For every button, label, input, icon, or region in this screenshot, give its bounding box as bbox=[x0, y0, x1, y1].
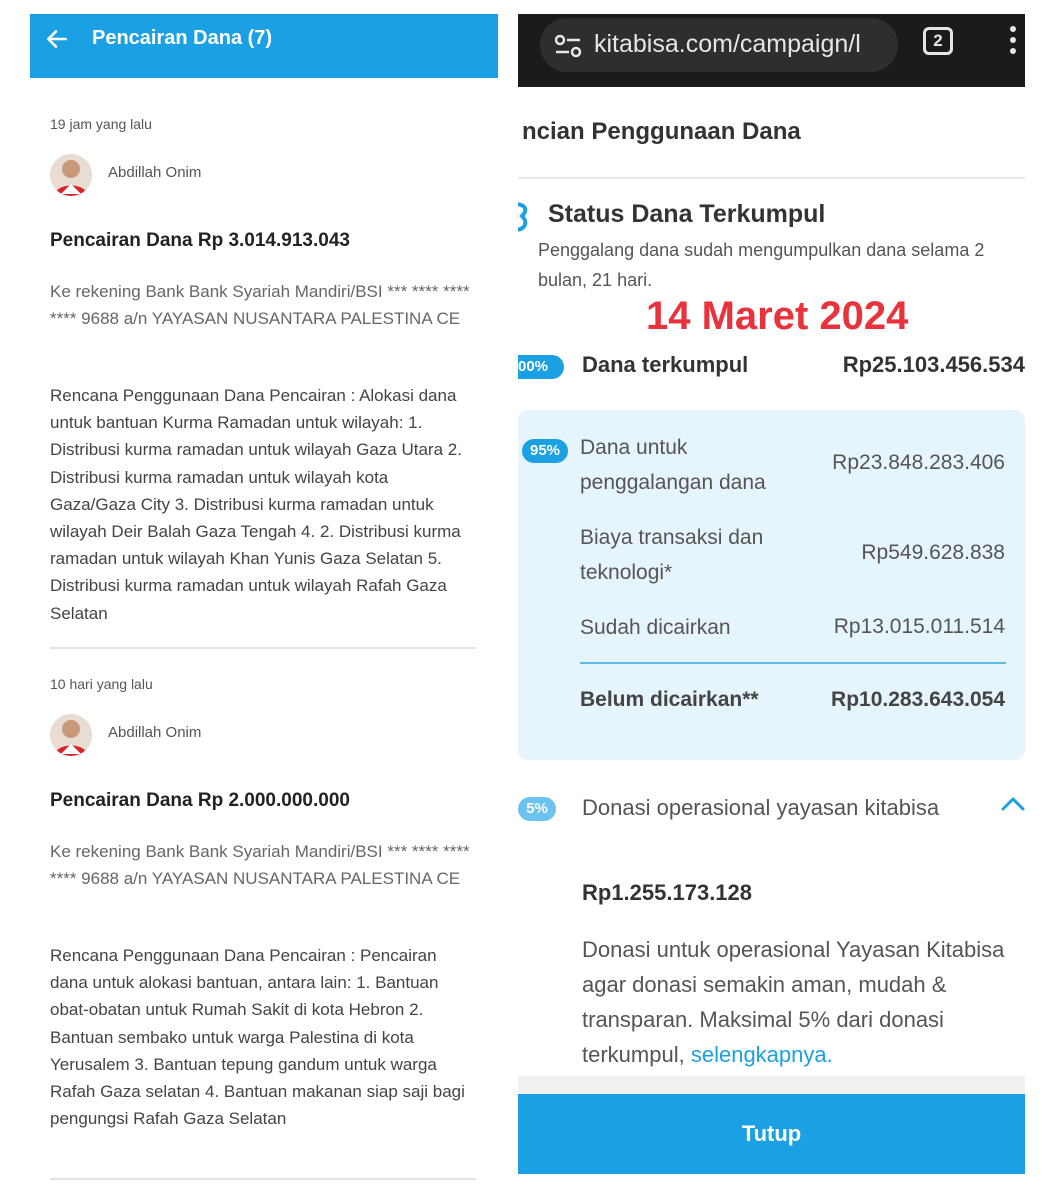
avatar[interactable] bbox=[50, 714, 92, 756]
avatar-image-icon bbox=[50, 154, 92, 196]
page-title: Pencairan Dana (7) bbox=[92, 27, 273, 49]
breakdown-panel bbox=[518, 410, 1025, 760]
sheet-title: ncian Penggunaan Dana bbox=[522, 118, 801, 145]
bank-account-text: Ke rekening Bank Bank Syariah Mandiri/BSI *** **** **** **** 9688 a/n YAYASAN NUSANTARA PALESTINA CE bbox=[50, 842, 470, 888]
operational-description-text: Donasi untuk operasional Yayasan Kitabisa agar donasi semakin aman, mudah & transparan. Maksimal 5% dari donasi terkumpul, bbox=[582, 937, 1005, 1067]
usage-plan-text: Rencana Penggunaan Dana Pencairan : Pencairan dana untuk alokasi bantuan, antara lain: 1. Bantuan obat-obatan untuk Rumah Sakit di kota Hebron 2. Bantuan sembako untuk warga Palestina di kota Yerusalem 3. Bantuan tepung gandum untuk warga Rafah Gaza selatan 4. Bantuan makanan siap saji bagi pengungsi Rafah Gaza Selatan bbox=[50, 946, 465, 1129]
fundraising-value: Rp23.848.283.406 bbox=[832, 451, 1005, 474]
divider bbox=[50, 1178, 476, 1180]
fund-usage-sheet bbox=[518, 14, 1025, 1200]
divider bbox=[518, 177, 1025, 179]
address-bar[interactable] bbox=[540, 18, 898, 72]
fundraising-label: Dana untuk penggalangan dana bbox=[580, 436, 766, 494]
tab-count-button[interactable]: 2 bbox=[923, 27, 953, 55]
status-icon bbox=[518, 200, 530, 234]
operational-description bbox=[582, 932, 1022, 1072]
percent-badge: 5% bbox=[518, 797, 556, 821]
author-name[interactable]: Abdillah Onim bbox=[108, 724, 202, 741]
avatar[interactable] bbox=[50, 154, 92, 196]
disbursement-entry bbox=[50, 676, 476, 1176]
read-more-link[interactable]: selengkapnya. bbox=[690, 1042, 833, 1067]
remaining-label: Belum dicairkan** bbox=[580, 688, 759, 711]
divider bbox=[580, 662, 1006, 664]
browser-toolbar bbox=[518, 14, 1025, 87]
url-text[interactable]: kitabisa.com/campaign/l bbox=[594, 30, 861, 58]
disbursed-label: Sudah dicairkan bbox=[580, 616, 731, 639]
close-button[interactable]: Tutup bbox=[518, 1094, 1025, 1174]
entry-time: 19 jam yang lalu bbox=[50, 116, 152, 132]
disbursement-heading: Pencairan Dana Rp 3.014.913.043 bbox=[50, 230, 350, 251]
percent-badge: 95% bbox=[522, 439, 568, 463]
avatar-image-icon bbox=[50, 714, 92, 756]
more-menu-icon[interactable] bbox=[1008, 26, 1018, 56]
back-arrow-icon[interactable] bbox=[44, 26, 70, 52]
author-name[interactable]: Abdillah Onim bbox=[108, 164, 202, 181]
entry-time: 10 hari yang lalu bbox=[50, 676, 153, 692]
site-settings-icon[interactable] bbox=[554, 34, 582, 58]
disbursement-panel bbox=[30, 14, 498, 1200]
percent-badge: 00% bbox=[518, 355, 564, 379]
status-title: Status Dana Terkumpul bbox=[548, 200, 826, 228]
disbursed-value: Rp13.015.011.514 bbox=[833, 615, 1005, 638]
fee-label: Biaya transaksi dan teknologi* bbox=[580, 526, 764, 584]
total-label: Dana terkumpul bbox=[582, 352, 749, 377]
chevron-up-icon[interactable] bbox=[1000, 794, 1025, 812]
usage-plan-text: Rencana Penggunaan Dana Pencairan : Alokasi dana untuk bantuan Kurma Ramadan untuk wilayah: 1. Distribusi kurma ramadan untuk wilayah Gaza Utara 2. Distribusi kurma ramadan untuk wilayah kota Gaza/Gaza City 3. Distribusi kurma ramadan untuk wilayah Deir Balah Gaza Tengah 4. 2. Distribusi kurma ramadan untuk wilayah Khan Yunis Gaza Selatan 5. Distribusi kurma ramadan untuk wilayah Rafah Gaza Selatan bbox=[50, 386, 462, 623]
divider bbox=[50, 647, 476, 649]
operational-label: Donasi operasional yayasan kitabisa bbox=[582, 795, 940, 820]
disbursement-heading: Pencairan Dana Rp 2.000.000.000 bbox=[50, 790, 350, 811]
operational-amount: Rp1.255.173.128 bbox=[582, 880, 753, 905]
app-bar bbox=[30, 14, 498, 78]
remaining-value: Rp10.283.643.054 bbox=[831, 688, 1005, 711]
total-value: Rp25.103.456.534 bbox=[842, 352, 1025, 377]
disbursement-entry bbox=[50, 116, 476, 626]
sheet-bottom-edge bbox=[518, 1076, 1025, 1094]
date-annotation: 14 Maret 2024 bbox=[646, 294, 909, 338]
status-description: Penggalang dana sudah mengumpulkan dana selama 2 bulan, 21 hari. bbox=[538, 240, 985, 290]
fee-value: Rp549.628.838 bbox=[861, 541, 1005, 564]
bank-account-text: Ke rekening Bank Bank Syariah Mandiri/BSI *** **** **** **** 9688 a/n YAYASAN NUSANTARA PALESTINA CE bbox=[50, 282, 470, 328]
